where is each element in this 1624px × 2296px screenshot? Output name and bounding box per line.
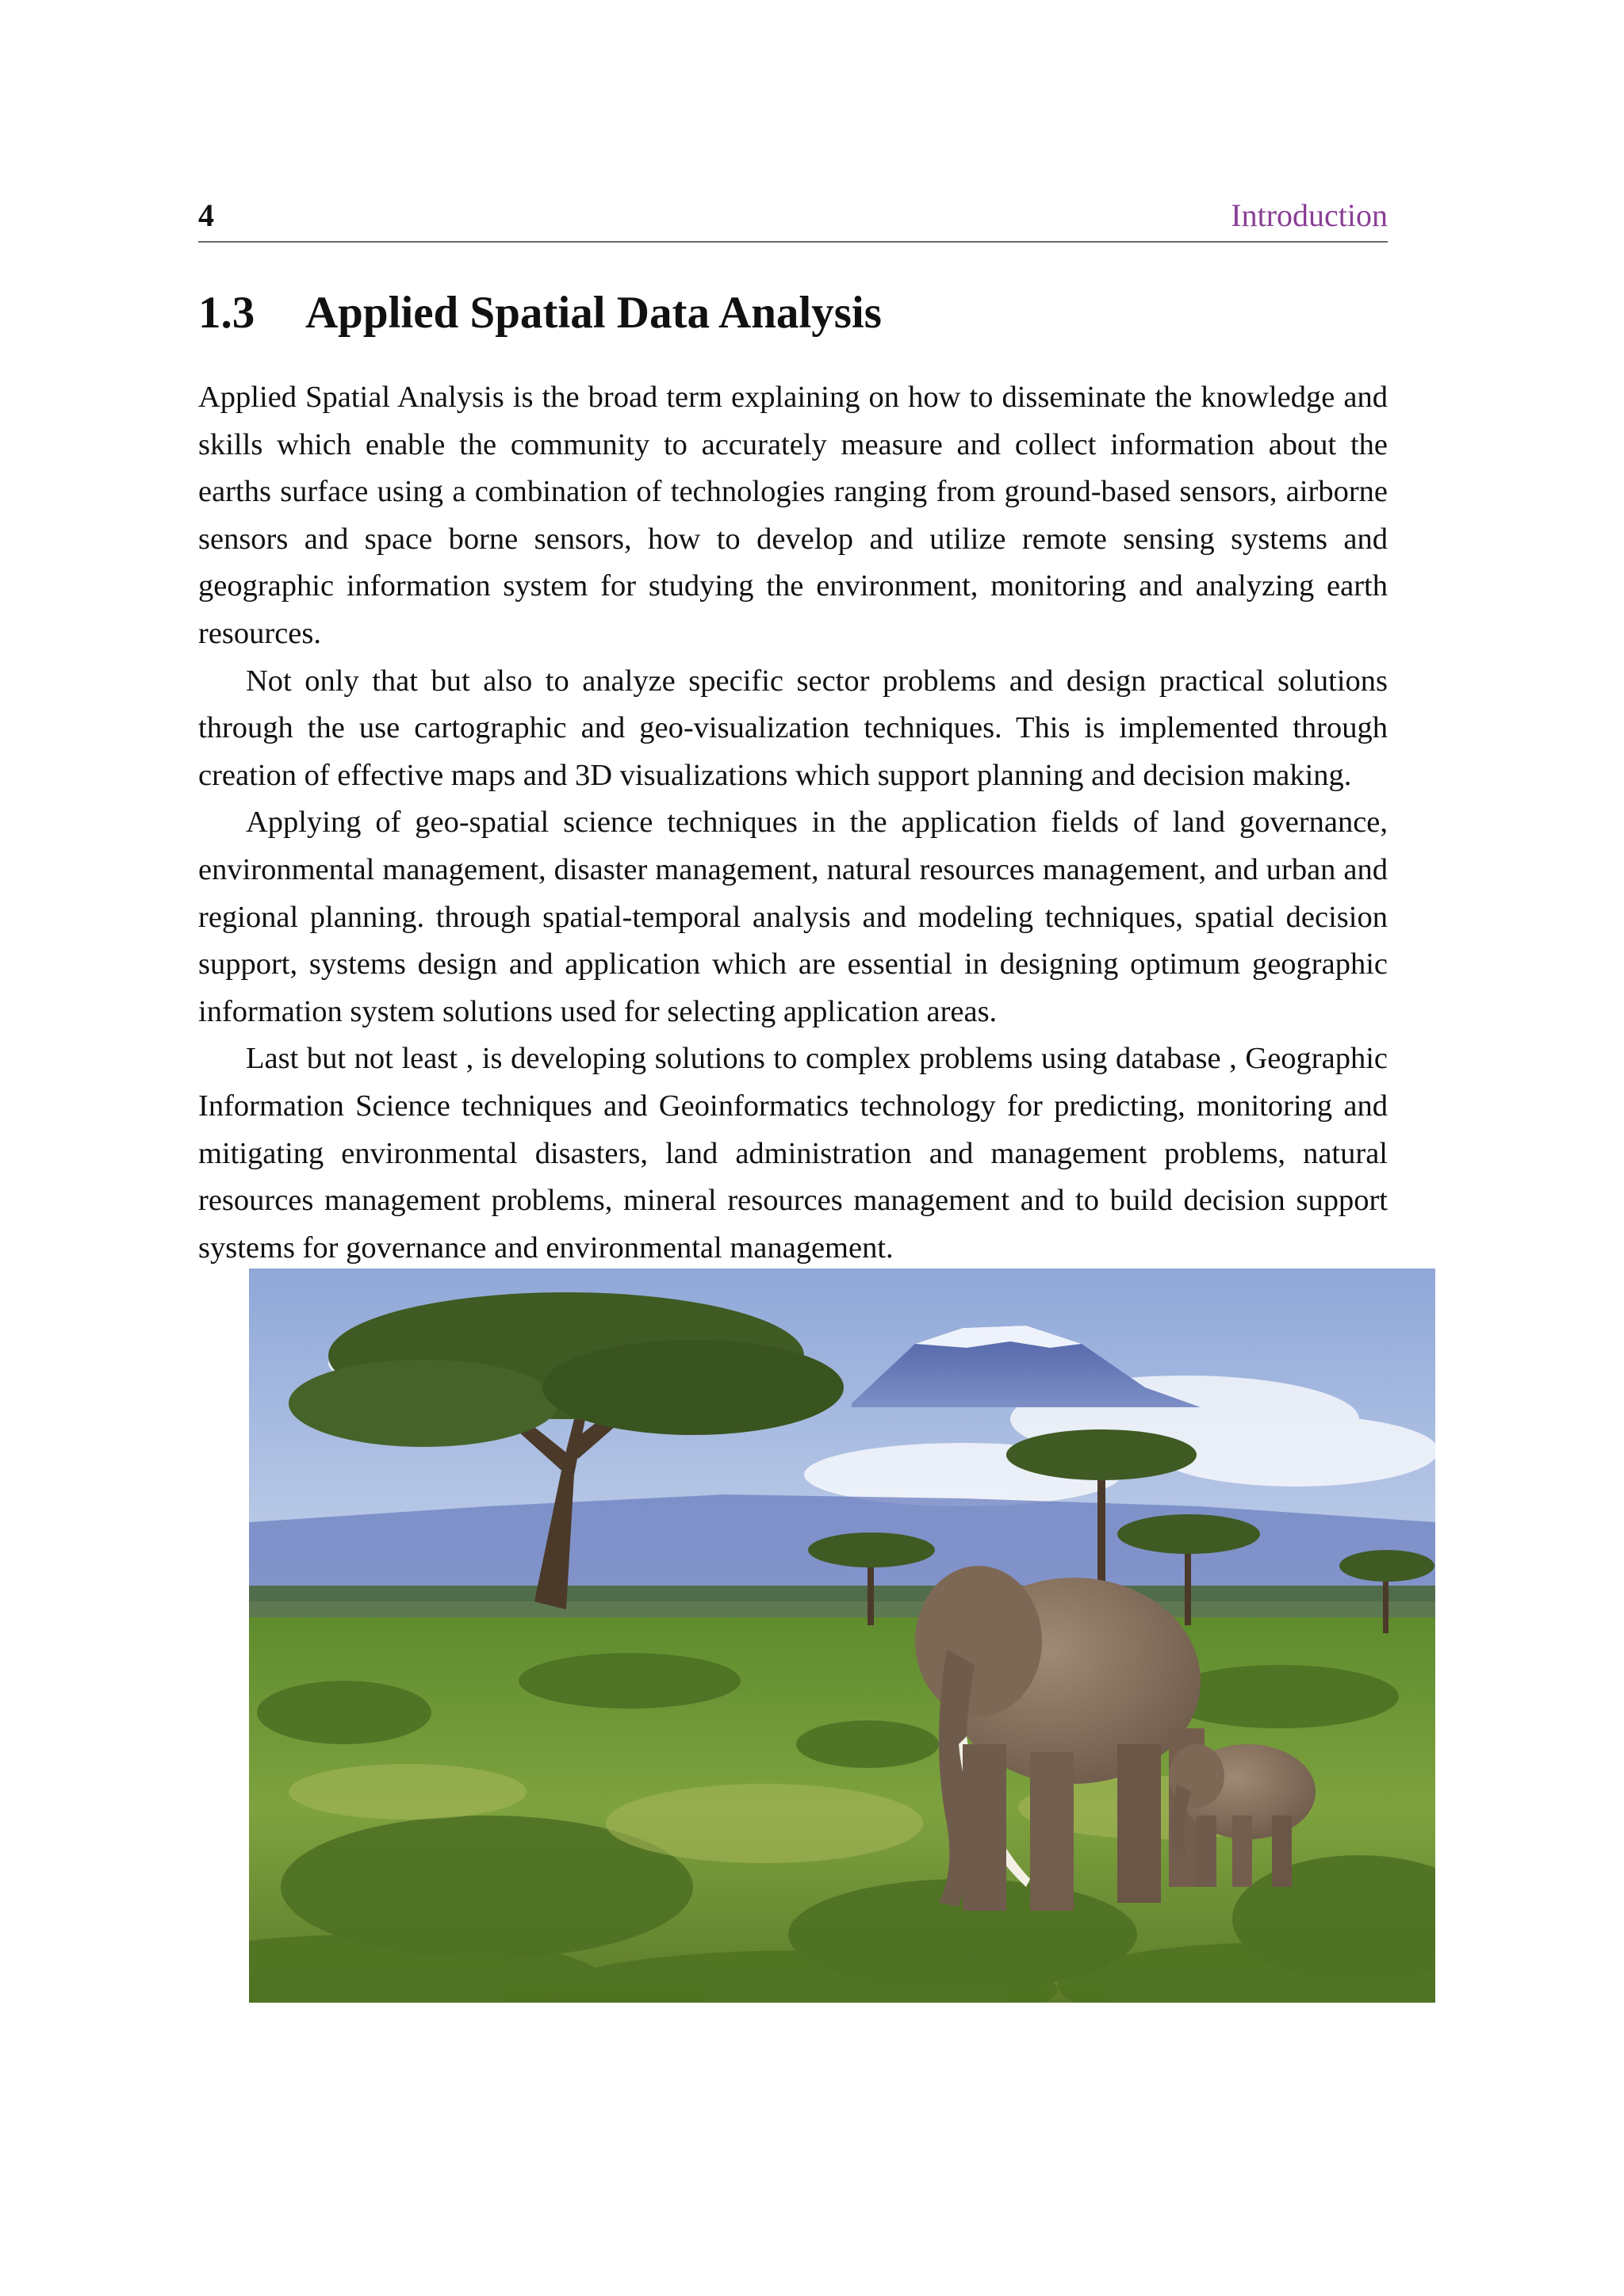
figure-photo [249,1269,1435,2003]
section-title: Applied Spatial Data Analysis [305,288,882,338]
paragraph-3: Applying of geo-spatial science techniques in the application fields of land governance, environmental management, disaster management, natural resources management, and urban and regional planning. through spatial-temporal analysis and modeling techniques, spatial decision support, systems design and application which are essential in designing optimum geographic information system solutions used for selecting application areas. [198,806,1388,1028]
savanna-elephants-photo [249,1269,1435,2003]
page-number: 4 [198,197,214,233]
page-header [198,193,1388,243]
body-text [198,374,1388,1272]
section-number: 1.3 [198,288,255,338]
section-heading [198,285,882,341]
paragraph-2: Not only that but also to analyze specific sector problems and design practical solutions through the use cartographic and geo-visualization techniques. This is implemented through creation of effective maps and 3D visualizations which support planning and decision making. [198,664,1388,792]
paragraph-1: Applied Spatial Analysis is the broad term explaining on how to disseminate the knowledge and skills which enable the community to accurately measure and collect information about the earths surface using a combination of technologies ranging from ground-based sensors, airborne sensors and space borne sensors, how to develop and utilize remote sensing systems and geographic information system for studying the environment, monitoring and analyzing earth resources. [198,381,1388,650]
paragraph-4: Last but not least , is developing solutions to complex problems using database , Geographic Information Science techniques and Geoinformatics technology for predicting, monitoring and mitigating environmental disasters, land administration and management problems, natural resources management problems, mineral resources management and to build decision support systems for governance and environmental management. [198,1042,1388,1265]
running-head: Introduction [1231,197,1388,233]
